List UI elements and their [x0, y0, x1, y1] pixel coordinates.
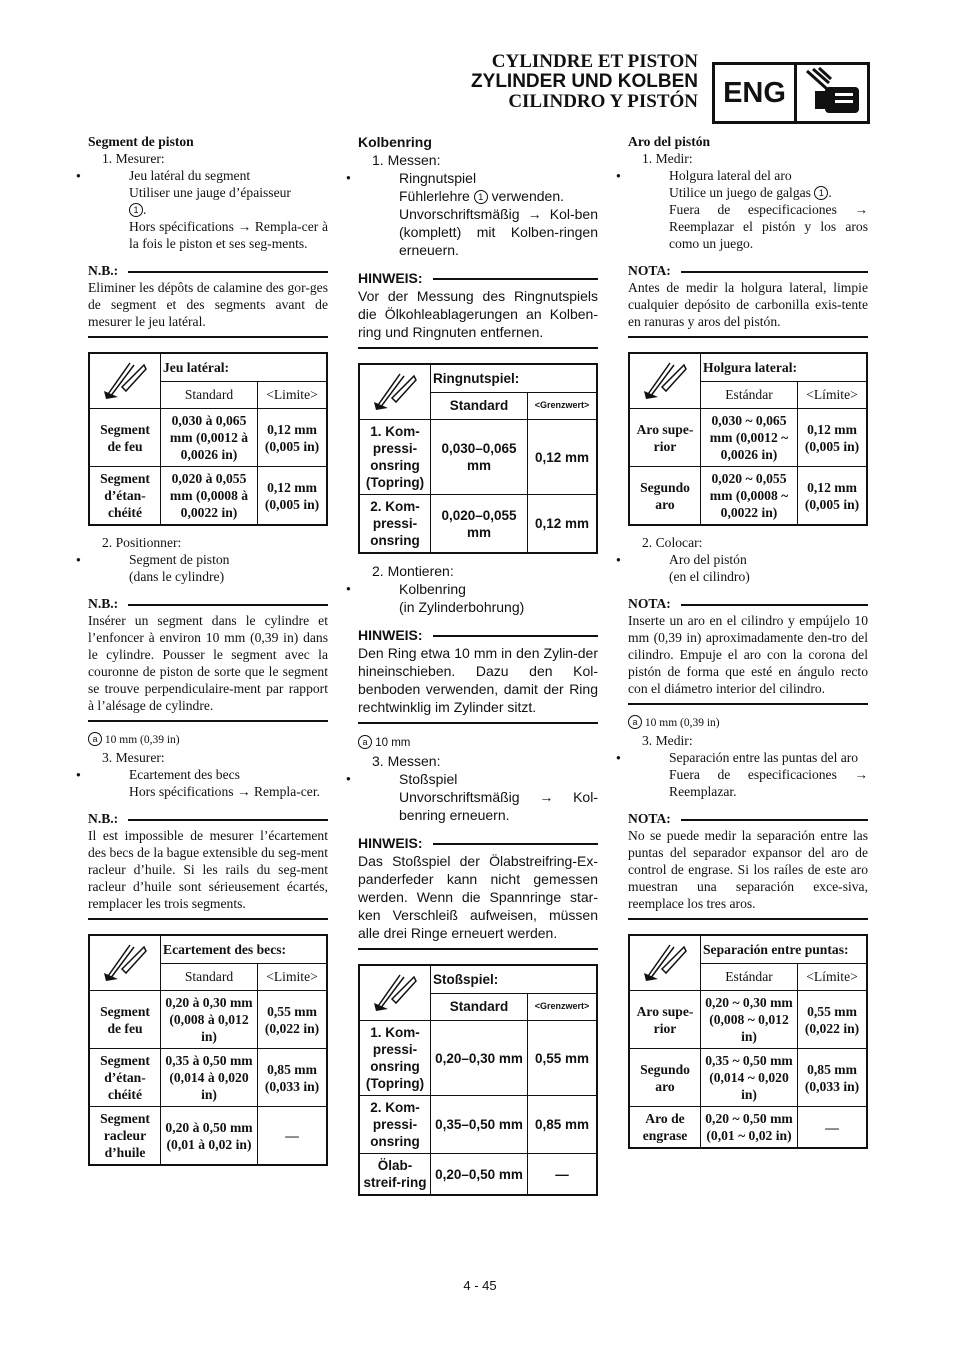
de-note-1-header: HINWEIS:	[358, 269, 598, 287]
fr-note-2-rule	[88, 720, 328, 722]
column-spanish	[628, 133, 868, 1157]
fr-note-3-header: N.B.:	[88, 810, 328, 827]
fr-note-1-text: Eliminer les dépôts de calamine des gor-ges de segment et des segments avant de mesurer le jeu latéral.	[88, 280, 328, 329]
de-note-2-text: Den Ring etwa 10 mm in den Zylin-der hineinschieben. Dazu den Kol-benboden verwenden, damit der Ring rechtwinklig im Zylinder sitzt.	[358, 645, 598, 715]
fr-t1-r2-label: Segment d’étan-chéité	[89, 467, 161, 526]
column-french	[88, 133, 328, 1174]
fr-t1-std-header: Standard	[161, 381, 258, 408]
de-step-1-item: ● Ringnutspiel	[358, 169, 598, 187]
de-step-3-spec: Unvorschriftsmäßig → Kol-benring erneuern.	[399, 789, 598, 823]
es-t1-std-header: Estándar	[701, 381, 798, 408]
header-title-es: CILINDRO Y PISTÓN	[508, 91, 698, 112]
es-note-3-text: No se puede medir la separación entre las puntas del separador expansor del aro de control de engrase. Si los raíles de este aro muestran una separación exce-siva, reemplace los tres aros.	[628, 828, 868, 911]
fr-t2-std-header: Standard	[161, 963, 258, 990]
fr-t2-r1-label: Segment de feu	[89, 991, 161, 1049]
fr-step-2-text: (dans le cylindre)	[129, 569, 225, 584]
fr-t1-r2-std: 0,020 à 0,055 mm (0,0008 à 0,0022 in)	[161, 467, 258, 526]
fr-step-2-item: ● Segment de piston	[88, 551, 328, 568]
es-note-2-header: NOTA:	[628, 595, 868, 612]
fr-note-2-text: Insérer un segment dans le cylindre et l’enfoncer à environ 10 mm (0,39 in) dans le cylindre. Pousser le segment avec la couronne de piston de sorte que le segment se trouve perpendiculaire-ment par rapport à l’alésage de cylindre.	[88, 613, 328, 713]
de-step-1: 1. Messen:	[372, 152, 441, 168]
eng-label: ENG	[715, 65, 797, 121]
de-t2-r3-std: 0,20–0,50 mm	[431, 1154, 528, 1196]
header-title-de: ZYLINDER UND KOLBEN	[471, 71, 698, 92]
de-t2-std-header: Standard	[431, 993, 528, 1020]
de-title: Kolbenring	[358, 134, 432, 150]
fr-t2-title: Ecartement des becs:	[161, 935, 328, 963]
fr-note-3-text: Il est impossible de mesurer l’écartement des becs de la bague extensible du seg-ment racleur d’huile. Si les rails du seg-ment racleur d’huile sont sérieusement écartés, remplacer les trois segments.	[88, 828, 328, 911]
es-t2-r1-label: Aro supe-rior	[629, 991, 701, 1049]
es-step-3-spec: Fuera de especificaciones → Reemplazar.	[669, 767, 868, 799]
feeler-gauge-icon	[89, 353, 161, 409]
fr-t2-lim-header: <Limite>	[258, 963, 328, 990]
fr-step-3-item: ● Ecartement des becs	[88, 766, 328, 783]
de-note-2-rule	[358, 722, 598, 724]
feeler-gauge-icon	[629, 935, 701, 991]
de-t2-r2-label: 2. Kom-pressi-onsring	[359, 1096, 431, 1154]
es-t2-r1-std: 0,20 ~ 0,30 mm (0,008 ~ 0,012 in)	[701, 991, 798, 1049]
fr-t2-r1-lim: 0,55 mm (0,022 in)	[258, 991, 328, 1049]
de-note-1-rule	[358, 347, 598, 349]
fr-title: Segment de piston	[88, 134, 194, 149]
es-step-1: 1. Medir:	[642, 151, 693, 166]
es-note-2-rule	[628, 703, 868, 705]
de-step-2: 2. Montieren:	[372, 563, 454, 579]
es-step-1-spec: Fuera de especificaciones → Reemplazar el pistón y los aros como un juego.	[669, 202, 868, 251]
fr-step-1-item: ● Jeu latéral du segment	[88, 167, 328, 184]
es-t1-r1-label: Aro supe-rior	[629, 409, 701, 467]
de-end-gap-table	[358, 964, 598, 1196]
es-note-3-header: NOTA:	[628, 810, 868, 827]
es-step-3-item: ● Separación entre las puntas del aro	[628, 749, 868, 766]
fr-step-1-tool: Utiliser une jauge d’épaisseur 1 .	[129, 185, 291, 217]
feeler-gauge-icon	[359, 364, 431, 420]
fr-t2-r1-std: 0,20 à 0,30 mm (0,008 à 0,012 in)	[161, 991, 258, 1049]
es-t2-r3-lim: —	[798, 1107, 868, 1149]
fr-t1-r1-lim: 0,12 mm (0,005 in)	[258, 409, 328, 467]
de-t1-title: Ringnutspiel:	[431, 364, 598, 392]
es-step-2: 2. Colocar:	[642, 535, 703, 550]
es-t2-r2-std: 0,35 ~ 0,50 mm (0,014 ~ 0,020 in)	[701, 1049, 798, 1107]
fr-side-clearance-table	[88, 352, 328, 526]
es-t2-r3-label: Aro de engrase	[629, 1107, 701, 1149]
de-callout-a: a 10 mm	[358, 734, 598, 752]
de-t2-r1-std: 0,20–0,30 mm	[431, 1021, 528, 1096]
es-note-1-text: Antes de medir la holgura lateral, limpie cualquier depósito de carbonilla exis-tente en ranuras y aros del pistón.	[628, 280, 868, 329]
fr-note-1-rule	[88, 336, 328, 338]
fr-t1-r2-lim: 0,12 mm (0,005 in)	[258, 467, 328, 526]
fr-t1-lim-header: <Limite>	[258, 381, 328, 408]
eng-badge	[712, 62, 870, 124]
page-number: 4 - 45	[463, 1278, 497, 1293]
fr-t2-r3-std: 0,20 à 0,50 mm (0,01 à 0,02 in)	[161, 1107, 258, 1166]
de-t2-lim-header: <Grenzwert>	[528, 993, 598, 1020]
de-step-2-item: ● Kolbenring	[358, 580, 598, 598]
de-t1-lim-header: <Grenzwert>	[528, 392, 598, 419]
feeler-gauge-icon	[629, 353, 701, 409]
de-t1-r2-lim: 0,12 mm	[528, 495, 598, 554]
es-t2-r1-lim: 0,55 mm (0,022 in)	[798, 991, 868, 1049]
de-note-3-text: Das Stoßspiel der Ölabstreifring-Ex-panderfeder kann nicht gemessen werden. Wenn die Spannringe star-ken Verschleiß aufweisen, müssen alle drei Ringe erneuert werden.	[358, 853, 598, 941]
fr-callout-a: a 10 mm (0,39 in)	[88, 732, 328, 749]
es-t2-lim-header: <Límite>	[798, 963, 868, 990]
fr-note-2-header: N.B.:	[88, 595, 328, 612]
es-note-1-header: NOTA:	[628, 262, 868, 279]
de-t2-r2-lim: 0,85 mm	[528, 1096, 598, 1154]
es-note-3-rule	[628, 918, 868, 920]
fr-t2-r3-label: Segment racleur d’huile	[89, 1107, 161, 1166]
de-t2-r1-label: 1. Kom-pressi-onsring (Topring)	[359, 1021, 431, 1096]
es-t2-r2-lim: 0,85 mm (0,033 in)	[798, 1049, 868, 1107]
es-t2-r2-label: Segundo aro	[629, 1049, 701, 1107]
fr-t1-title: Jeu latéral:	[161, 353, 328, 381]
de-t1-r1-std: 0,030–0,065 mm	[431, 420, 528, 495]
section-header	[470, 52, 698, 112]
fr-step-3-spec: Hors spécifications → Rempla-cer.	[129, 784, 321, 799]
fr-t2-r2-std: 0,35 à 0,50 mm (0,014 à 0,020 in)	[161, 1049, 258, 1107]
es-step-3: 3. Medir:	[642, 733, 693, 748]
de-t2-r3-label: Ölab-streif-ring	[359, 1154, 431, 1196]
de-note-1-text: Vor der Messung des Ringnutspiels die Ölkohleablagerungen an Kolben-ring und Ringnuten entfernen.	[358, 288, 598, 340]
feeler-gauge-icon	[89, 935, 161, 991]
engine-wrench-icon	[797, 65, 867, 121]
fr-t1-r1-std: 0,030 à 0,065 mm (0,0012 à 0,0026 in)	[161, 409, 258, 467]
es-step-2-text: (en el cilindro)	[669, 569, 750, 584]
de-note-2-header: HINWEIS:	[358, 626, 598, 644]
es-t2-r3-std: 0,20 ~ 0,50 mm (0,01 ~ 0,02 in)	[701, 1107, 798, 1149]
es-t2-std-header: Estándar	[701, 963, 798, 990]
fr-note-3-rule	[88, 918, 328, 920]
fr-t2-r2-lim: 0,85 mm (0,033 in)	[258, 1049, 328, 1107]
es-t1-r1-std: 0,030 ~ 0,065 mm (0,0012 ~ 0,0026 in)	[701, 409, 798, 467]
fr-step-3: 3. Mesurer:	[102, 750, 165, 765]
de-t2-r3-lim: —	[528, 1154, 598, 1196]
de-note-3-header: HINWEIS:	[358, 834, 598, 852]
es-end-gap-table	[628, 934, 868, 1149]
de-t1-std-header: Standard	[431, 392, 528, 419]
es-title: Aro del pistón	[628, 134, 711, 149]
de-side-clearance-table	[358, 363, 598, 554]
es-t2-title: Separación entre puntas:	[701, 935, 868, 963]
es-step-1-tool: Utilice un juego de galgas 1 .	[669, 185, 832, 200]
es-side-clearance-table	[628, 352, 868, 526]
de-step-1-spec: Unvorschriftsmäßig → Kol-ben (komplett) mit Kolben-ringen erneuern.	[399, 206, 598, 258]
de-t1-r2-label: 2. Kom-pressi-onsring	[359, 495, 431, 554]
es-t1-r2-lim: 0,12 mm (0,005 in)	[798, 467, 868, 526]
es-note-1-rule	[628, 336, 868, 338]
de-note-3-rule	[358, 948, 598, 950]
es-t1-r1-lim: 0,12 mm (0,005 in)	[798, 409, 868, 467]
header-title-fr: CYLINDRE ET PISTON	[491, 51, 698, 72]
column-german	[358, 133, 598, 1204]
de-t1-r1-lim: 0,12 mm	[528, 420, 598, 495]
es-t1-lim-header: <Límite>	[798, 381, 868, 408]
de-step-3-item: ● Stoßspiel	[358, 770, 598, 788]
de-t2-title: Stoßspiel:	[431, 965, 598, 993]
es-t1-r2-label: Segundo aro	[629, 467, 701, 526]
de-t2-r1-lim: 0,55 mm	[528, 1021, 598, 1096]
feeler-gauge-icon	[359, 965, 431, 1021]
fr-step-1-spec: Hors spécifications → Rempla-cer à la fois le piston et ses seg-ments.	[129, 219, 328, 251]
fr-note-1-header: N.B.:	[88, 262, 328, 279]
fr-t2-r3-lim: —	[258, 1107, 328, 1166]
fr-t2-r2-label: Segment d’étan-chéité	[89, 1049, 161, 1107]
fr-t1-r1-label: Segment de feu	[89, 409, 161, 467]
es-callout-a: a 10 mm (0,39 in)	[628, 715, 868, 732]
de-t1-r1-label: 1. Kom-pressi-onsring (Topring)	[359, 420, 431, 495]
es-t1-r2-std: 0,020 ~ 0,055 mm (0,0008 ~ 0,0022 in)	[701, 467, 798, 526]
es-step-1-item: ● Holgura lateral del aro	[628, 167, 868, 184]
de-t1-r2-std: 0,020–0,055 mm	[431, 495, 528, 554]
es-t1-title: Holgura lateral:	[701, 353, 868, 381]
es-note-2-text: Inserte un aro en el cilindro y empújelo 10 mm (0,39 in) aproximadamente den-tro del cilindro. Empuje el aro con la corona del pistón de forma que esté en ángulo recto con el diámetro interior del cilindro.	[628, 613, 868, 696]
de-step-3: 3. Messen:	[372, 753, 441, 769]
es-step-2-item: ● Aro del pistón	[628, 551, 868, 568]
de-t2-r2-std: 0,35–0,50 mm	[431, 1096, 528, 1154]
fr-step-2: 2. Positionner:	[102, 535, 182, 550]
fr-step-1: 1. Mesurer:	[102, 151, 165, 166]
de-step-1-tool: Fühlerlehre 1 verwenden.	[399, 188, 564, 204]
fr-end-gap-table	[88, 934, 328, 1166]
de-step-2-text: (in Zylinderbohrung)	[399, 599, 525, 615]
